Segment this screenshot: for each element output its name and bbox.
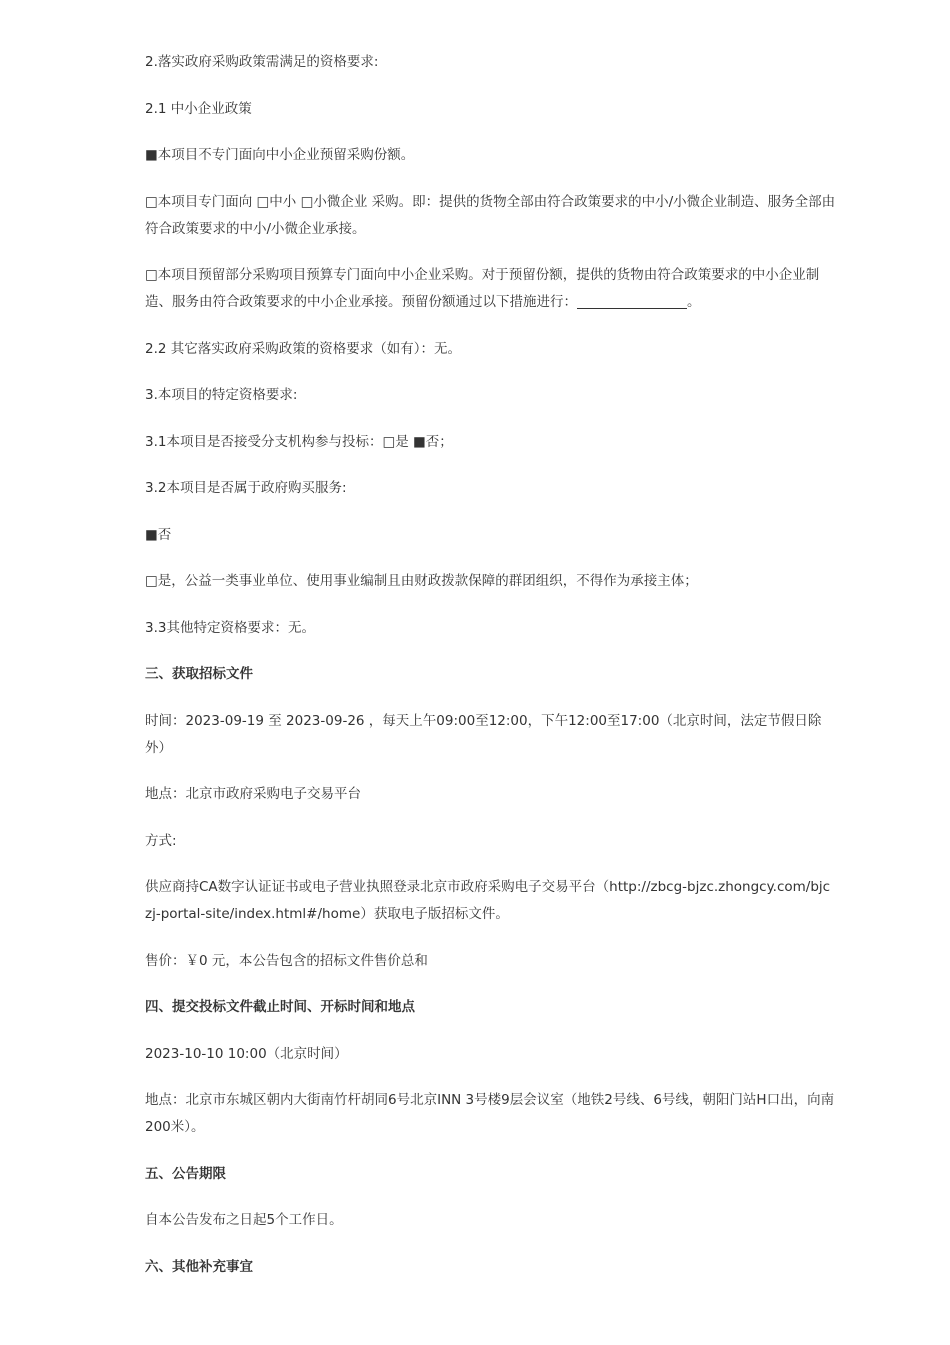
- sme-policy-subtitle: 2.1 中小企业政策: [145, 100, 252, 117]
- notice-period: 自本公告发布之日起5个工作日。: [145, 1212, 343, 1228]
- fill-in-blank: [577, 292, 687, 309]
- government-service-yes: □是，公益一类事业单位、使用事业编制且由财政拨款保障的群团组织，不得作为承接主体；: [145, 573, 698, 589]
- sme-option-not-reserved: ■本项目不专门面向中小企业预留采购份额。: [145, 147, 415, 163]
- section-heading-submission: 四、提交投标文件截止时间、开标时间和地点: [145, 999, 415, 1015]
- section-heading-other-matters: 六、其他补充事宜: [145, 1258, 253, 1275]
- obtain-method-label: 方式:: [145, 832, 177, 849]
- obtain-location: 地点：北京市政府采购电子交易平台: [145, 786, 361, 802]
- specific-requirements-title: 3.本项目的特定资格要求:: [145, 387, 298, 403]
- sme-option-partial-text: □本项目预留部分采购项目预算专门面向中小企业采购。对于预留份额，提供的货物由符合政策要求的中小企业制造、服务由符合政策要求的中小企业承接。预留份额通过以下措施进行：: [145, 267, 820, 310]
- section-heading-obtain-documents: 三、获取招标文件: [145, 666, 253, 682]
- obtain-time: 时间：2023-09-19 至 2023-09-26 ，每天上午09:00至12:00，下午12:00至17:00（北京时间，法定节假日除外）: [145, 712, 822, 756]
- document-price: 售价：￥0 元，本公告包含的招标文件售价总和: [145, 952, 428, 969]
- submission-location: 地点：北京市东城区朝内大街南竹杆胡同6号北京INN 3号楼9层会议室（地铁2号线、6号线，朝阳门站H口出，向南200米）。: [145, 1092, 835, 1135]
- policy-requirements-title: 2.落实政府采购政策需满足的资格要求:: [145, 54, 379, 70]
- other-specific-requirements: 3.3其他特定资格要求：无。: [145, 619, 315, 636]
- sme-option-partial-suffix: 。: [687, 294, 701, 310]
- government-service-no: ■否: [145, 526, 172, 543]
- sme-option-dedicated: □本项目专门面向 □中小 □小微企业 采购。即：提供的货物全部由符合政策要求的中小/小微企业制造、服务全部由符合政策要求的中小/小微企业承接。: [145, 193, 836, 237]
- obtain-method-detail: 供应商持CA数字认证证书或电子营业执照登录北京市政府采购电子交易平台（http://zbcg-bjzc.zhongcy.com/bjczj-portal-site/index.html#/home）获取电子版招标文件。: [145, 879, 831, 922]
- document-body: [145, 49, 837, 1300]
- section-heading-notice-period: 五、公告期限: [145, 1165, 226, 1182]
- branch-participation: 3.1本项目是否接受分支机构参与投标：□是 ■否；: [145, 433, 453, 450]
- submission-deadline: 2023-10-10 10:00（北京时间）: [145, 1045, 348, 1062]
- other-policy-requirements: 2.2 其它落实政府采购政策的资格要求（如有）：无。: [145, 340, 462, 357]
- sme-option-partial-reserved: [145, 262, 837, 316]
- government-service-question: 3.2本项目是否属于政府购买服务:: [145, 480, 347, 496]
